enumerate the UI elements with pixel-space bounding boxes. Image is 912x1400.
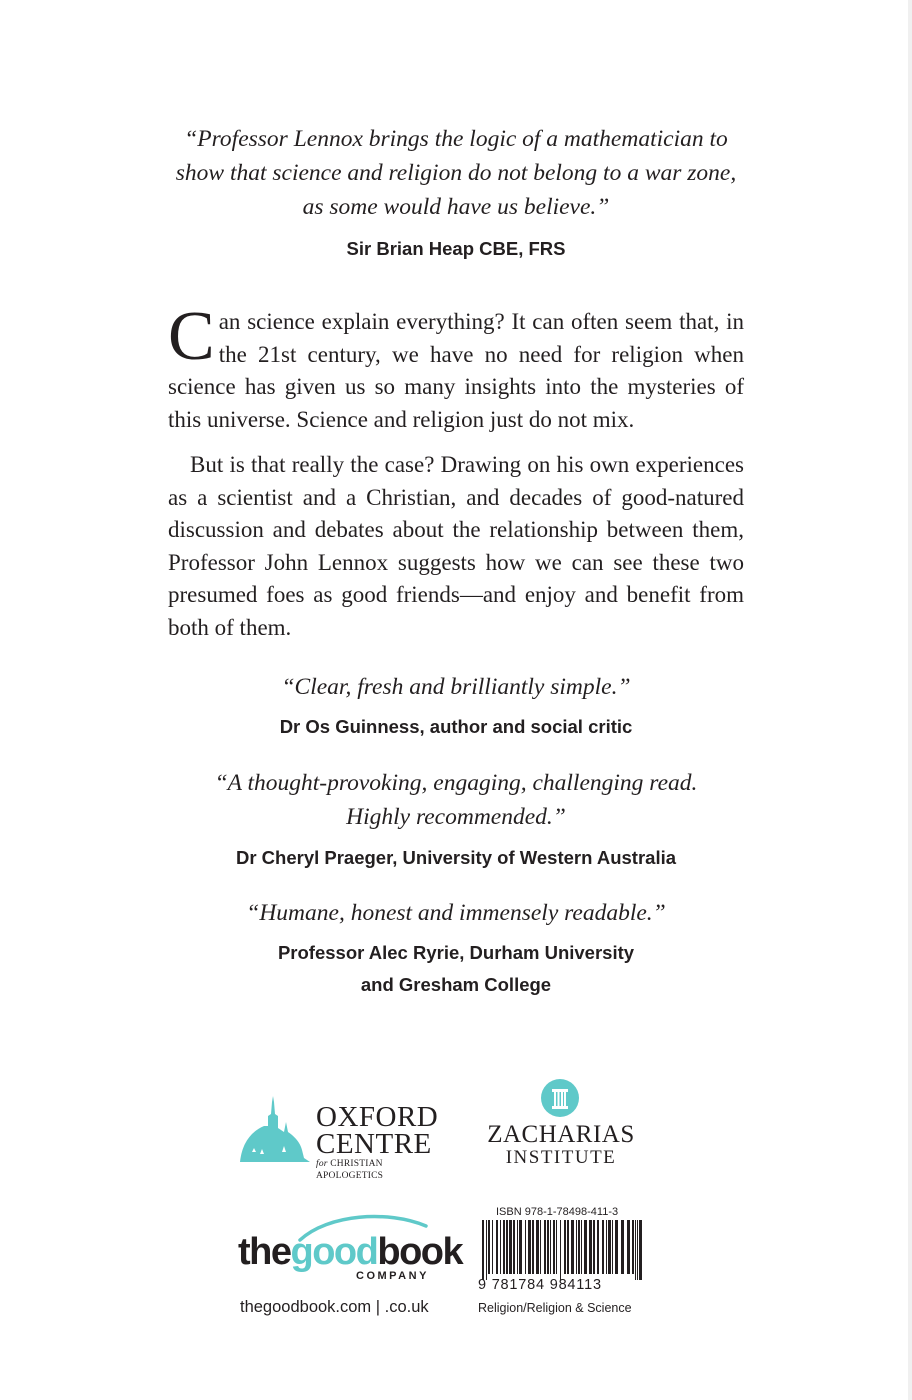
barcode-bar (553, 1220, 555, 1274)
isbn-barcode (478, 1206, 644, 1322)
barcode-bar (556, 1220, 557, 1274)
quote-line: “A thought-provoking, engaging, challenging read. (214, 770, 698, 796)
attribution-line: and Gresham College (360, 974, 552, 995)
barcode-bar (500, 1220, 501, 1274)
barcode-bar (560, 1220, 561, 1280)
blurb-paragraph-1-text: an science explain everything? It can often seem that, in the 21st century, we have no need for religion when science has given us so many insights into the mysteries of this universe. Science and religion just do not mix. (168, 309, 744, 432)
endorsement-quote-praeger (120, 766, 792, 834)
barcode-bar (564, 1220, 566, 1274)
barcode-bar (540, 1220, 541, 1274)
barcode-bar (567, 1220, 569, 1274)
barcode-bar (496, 1220, 498, 1274)
barcode-bar (584, 1220, 587, 1274)
barcode-bar (532, 1220, 534, 1274)
zacharias-institute-logo (476, 1078, 646, 1170)
barcode-bar (503, 1220, 505, 1274)
barcode-bar (621, 1220, 624, 1274)
barcode-bar (615, 1220, 618, 1274)
barcode-bar (612, 1220, 613, 1274)
tgb-wordmark (238, 1230, 462, 1274)
book-blurb (168, 298, 744, 644)
attribution-line: Dr Os Guinness, author and social critic (279, 716, 633, 737)
barcode-bar (519, 1220, 522, 1274)
blurb-paragraph-2: But is that really the case? Drawing on his own experiences as a scientist and a Christian, and decades of good-natured discussion and debates about the relationship between them, Professor John Lennox suggests how we can see these two presumed foes as good friends—and enjoy and benefit from both of them. (168, 452, 744, 640)
quote-line: “Professor Lennox brings the logic of a mathematician to (184, 126, 728, 152)
barcode-bar (544, 1220, 546, 1274)
barcode-bar (637, 1220, 638, 1280)
endorsement-quote-ryrie (120, 896, 792, 930)
zacharias-institute-label: INSTITUTE (505, 1147, 617, 1168)
barcode-bar (528, 1220, 531, 1274)
barcode-digits: 9 781784 984113 (478, 1277, 602, 1293)
endorsement-quote-guinness (120, 670, 792, 704)
publisher-website: thegoodbook.com | .co.uk (240, 1298, 429, 1316)
barcode-bar (576, 1220, 577, 1274)
quote-line: Highly recommended.” (346, 804, 566, 830)
barcode-bar (488, 1220, 490, 1274)
barcode-bar (536, 1220, 539, 1274)
endorsement-attribution-guinness (120, 711, 792, 743)
isbn-label: ISBN 978-1-78498-411-3 (496, 1206, 619, 1218)
barcode-bar (578, 1220, 580, 1274)
barcode-bar (639, 1220, 642, 1280)
occa-sub-rest: CHRISTIAN APOLOGETICS (316, 1159, 384, 1181)
pillar-circle-icon (540, 1078, 580, 1118)
the-good-book-company-logo (238, 1212, 463, 1288)
tgb-good: good (290, 1231, 378, 1273)
barcode-bar (506, 1220, 508, 1274)
tgb-company: COMPANY (356, 1270, 429, 1282)
barcode-bar (593, 1220, 595, 1274)
barcode-bar (547, 1220, 549, 1274)
occa-line-2: CENTRE (316, 1128, 432, 1160)
barcode-bar (486, 1220, 487, 1280)
tgb-book: book (377, 1231, 463, 1273)
oxford-centre-logo (238, 1092, 448, 1181)
endorsement-attribution-praeger (120, 842, 792, 874)
book-category: Religion/Religion & Science (478, 1301, 632, 1315)
barcode-bar (550, 1220, 551, 1274)
attribution-line: Professor Alec Ryrie, Durham University (277, 942, 635, 963)
barcode-bar (571, 1220, 574, 1274)
dreaming-spires-icon (238, 1092, 314, 1168)
barcode-bar (589, 1220, 592, 1274)
barcode-bar (608, 1220, 611, 1274)
occa-sub-for: for (316, 1159, 328, 1169)
quote-line: “Humane, honest and immensely readable.” (246, 900, 666, 926)
barcode-bar (635, 1220, 636, 1280)
attribution-line: Sir Brian Heap CBE, FRS (346, 238, 566, 259)
drop-cap: C (168, 298, 215, 375)
endorsement-attribution-ryrie (120, 937, 792, 1001)
barcode-bar (602, 1220, 604, 1274)
oxford-centre-wordmark (316, 1101, 448, 1182)
barcode-bar (632, 1220, 634, 1274)
occa-subtitle (316, 1158, 448, 1182)
tgb-the: the (238, 1231, 291, 1273)
barcode-bar (606, 1220, 607, 1274)
blurb-paragraph-1 (168, 298, 744, 436)
zacharias-name: ZACHARIAS (487, 1121, 635, 1148)
barcode-bar (517, 1220, 518, 1274)
barcode-bar (627, 1220, 630, 1274)
barcode-bar (581, 1220, 582, 1274)
barcode-bar (492, 1220, 493, 1274)
occa-line-1: OXFORD (316, 1101, 439, 1133)
quote-line: as some would have us believe.” (302, 194, 610, 220)
barcode-bar (509, 1220, 512, 1274)
quote-line: show that science and religion do not belong to a war zone, (175, 160, 737, 186)
quote-line: “Clear, fresh and brilliantly simple.” (281, 674, 631, 700)
endorsement-attribution-heap (120, 233, 792, 265)
endorsement-quote-heap (120, 122, 792, 224)
attribution-line: Dr Cheryl Praeger, University of Western Australia (235, 847, 677, 868)
barcode-bar (597, 1220, 599, 1274)
barcode-bar (525, 1220, 526, 1274)
barcode-bars (478, 1220, 644, 1280)
barcode-bar (482, 1220, 484, 1280)
barcode-bar (513, 1220, 515, 1274)
